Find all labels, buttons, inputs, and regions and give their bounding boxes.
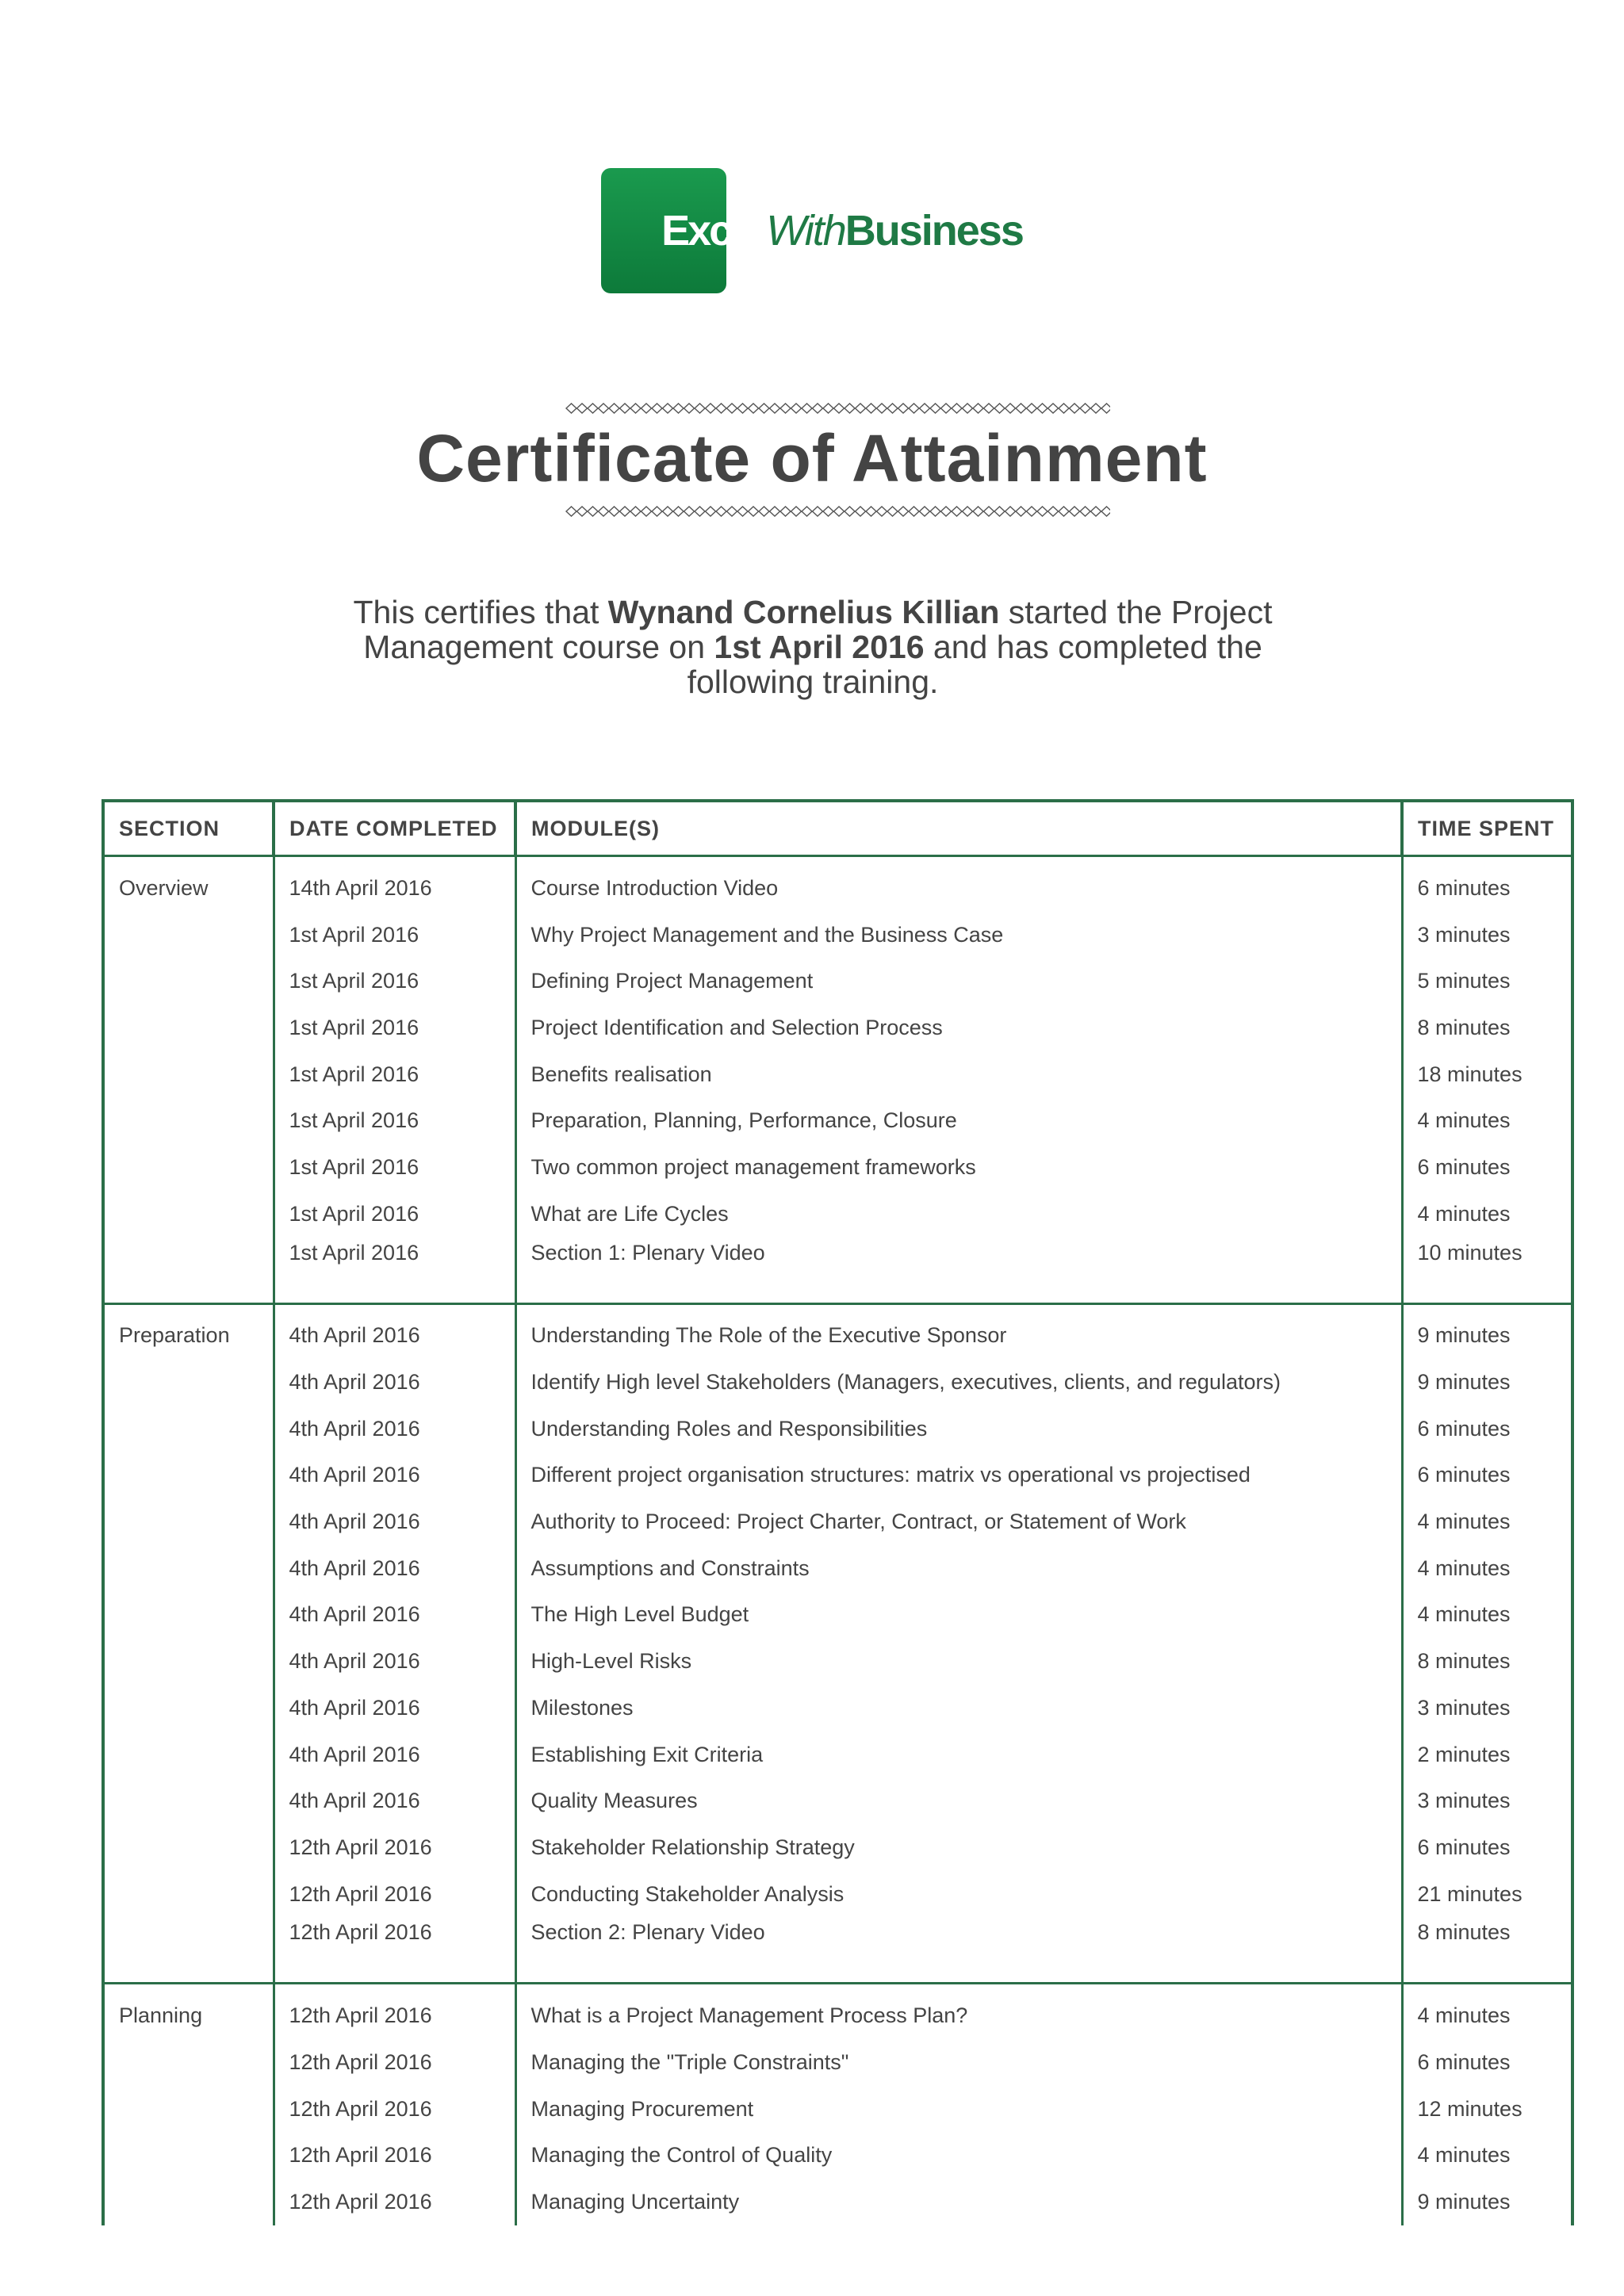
table-row xyxy=(103,1917,1572,1984)
section-cell xyxy=(103,1777,274,1824)
section-cell: Overview xyxy=(103,856,274,912)
logo-word-with: With xyxy=(766,207,845,254)
section-cell xyxy=(103,1545,274,1592)
time-cell: 4 minutes xyxy=(1402,1498,1572,1545)
header-date-completed: DATE COMPLETED xyxy=(274,801,515,856)
date-cell: 1st April 2016 xyxy=(274,912,515,959)
date-cell: 12th April 2016 xyxy=(274,2086,515,2133)
time-cell: 4 minutes xyxy=(1402,1984,1572,2039)
time-cell: 4 minutes xyxy=(1402,1592,1572,1639)
date-cell: 1st April 2016 xyxy=(274,1238,515,1304)
date-cell: 12th April 2016 xyxy=(274,1871,515,1918)
table-row xyxy=(103,1406,1572,1452)
header-modules: MODULE(S) xyxy=(515,801,1402,856)
date-cell: 12th April 2016 xyxy=(274,2179,515,2225)
table-row xyxy=(103,1238,1572,1304)
module-cell: Managing Procurement xyxy=(515,2086,1402,2133)
date-cell: 12th April 2016 xyxy=(274,1824,515,1871)
table-row xyxy=(103,1732,1572,1778)
certificate-intro xyxy=(301,595,1324,699)
date-cell: 4th April 2016 xyxy=(274,1359,515,1406)
table-row xyxy=(103,856,1572,912)
table-row xyxy=(103,912,1572,959)
module-cell: Two common project management frameworks xyxy=(515,1144,1402,1191)
date-cell: 1st April 2016 xyxy=(274,1051,515,1098)
date-cell: 4th April 2016 xyxy=(274,1406,515,1452)
time-cell: 9 minutes xyxy=(1402,1303,1572,1359)
table-row xyxy=(103,1685,1572,1732)
section-cell xyxy=(103,1051,274,1098)
table-row xyxy=(103,2179,1572,2225)
section-cell xyxy=(103,1638,274,1685)
section-cell xyxy=(103,2133,274,2179)
intro-suffix: and has completed the following training. xyxy=(687,629,1262,700)
module-cell: Managing the Control of Quality xyxy=(515,2133,1402,2179)
time-cell: 8 minutes xyxy=(1402,1004,1572,1051)
table-row xyxy=(103,1303,1572,1359)
certificate-title: Certificate of Attainment xyxy=(416,421,1208,496)
time-cell: 9 minutes xyxy=(1402,1359,1572,1406)
date-cell: 4th April 2016 xyxy=(274,1777,515,1824)
date-cell: 4th April 2016 xyxy=(274,1452,515,1499)
module-cell: Milestones xyxy=(515,1685,1402,1732)
date-cell: 12th April 2016 xyxy=(274,1984,515,2039)
section-cell xyxy=(103,1685,274,1732)
logo-word-business: Business xyxy=(845,207,1023,254)
date-cell: 1st April 2016 xyxy=(274,1097,515,1144)
module-cell: Identify High level Stakeholders (Managers, executives, clients, and regulators) xyxy=(515,1359,1402,1406)
table-row xyxy=(103,1144,1572,1191)
section-cell xyxy=(103,2179,274,2225)
logo xyxy=(0,168,1624,293)
module-cell: Managing the "Triple Constraints" xyxy=(515,2039,1402,2086)
time-cell: 6 minutes xyxy=(1402,1144,1572,1191)
module-cell: Preparation, Planning, Performance, Closure xyxy=(515,1097,1402,1144)
date-cell: 12th April 2016 xyxy=(274,2039,515,2086)
date-cell: 4th April 2016 xyxy=(274,1545,515,1592)
module-cell: The High Level Budget xyxy=(515,1592,1402,1639)
module-cell: What are Life Cycles xyxy=(515,1191,1402,1238)
date-cell: 1st April 2016 xyxy=(274,1144,515,1191)
time-cell: 4 minutes xyxy=(1402,1097,1572,1144)
excel-with-business-logo xyxy=(601,168,1023,293)
section-cell xyxy=(103,1004,274,1051)
date-cell: 1st April 2016 xyxy=(274,958,515,1004)
module-cell: Project Identification and Selection Process xyxy=(515,1004,1402,1051)
intro-middle: started the Project Management course on xyxy=(363,594,1273,665)
date-cell: 4th April 2016 xyxy=(274,1498,515,1545)
diamond-border-top xyxy=(563,401,1110,415)
module-cell: Quality Measures xyxy=(515,1777,1402,1824)
time-cell: 10 minutes xyxy=(1402,1238,1572,1304)
table-header xyxy=(103,801,1572,856)
table-row xyxy=(103,958,1572,1004)
module-cell: Stakeholder Relationship Strategy xyxy=(515,1824,1402,1871)
module-cell: Authority to Proceed: Project Charter, Contract, or Statement of Work xyxy=(515,1498,1402,1545)
intro-prefix: This certifies that xyxy=(353,594,608,630)
header-time-spent: TIME SPENT xyxy=(1402,801,1572,856)
table-row xyxy=(103,2086,1572,2133)
module-cell: Conducting Stakeholder Analysis xyxy=(515,1871,1402,1918)
time-cell: 5 minutes xyxy=(1402,958,1572,1004)
time-cell: 4 minutes xyxy=(1402,1545,1572,1592)
section-cell xyxy=(103,1238,274,1304)
table-row xyxy=(103,1545,1572,1592)
time-cell: 3 minutes xyxy=(1402,1777,1572,1824)
section-cell xyxy=(103,1191,274,1238)
date-cell: 4th April 2016 xyxy=(274,1303,515,1359)
section-group-planning xyxy=(103,1984,1572,2225)
module-cell: Benefits realisation xyxy=(515,1051,1402,1098)
section-cell xyxy=(103,1732,274,1778)
time-cell: 6 minutes xyxy=(1402,1824,1572,1871)
table-row xyxy=(103,2133,1572,2179)
table-row xyxy=(103,1051,1572,1098)
time-cell: 12 minutes xyxy=(1402,2086,1572,2133)
section-cell xyxy=(103,1592,274,1639)
module-cell: Defining Project Management xyxy=(515,958,1402,1004)
section-cell xyxy=(103,1406,274,1452)
section-cell xyxy=(103,1359,274,1406)
time-cell: 6 minutes xyxy=(1402,1452,1572,1499)
section-cell xyxy=(103,958,274,1004)
date-cell: 14th April 2016 xyxy=(274,856,515,912)
diamond-border-bottom xyxy=(563,504,1110,519)
time-cell: 6 minutes xyxy=(1402,856,1572,912)
time-cell: 6 minutes xyxy=(1402,2039,1572,2086)
time-cell: 4 minutes xyxy=(1402,1191,1572,1238)
section-cell xyxy=(103,2039,274,2086)
time-cell: 21 minutes xyxy=(1402,1871,1572,1918)
time-cell: 9 minutes xyxy=(1402,2179,1572,2225)
time-cell: 2 minutes xyxy=(1402,1732,1572,1778)
time-cell: 4 minutes xyxy=(1402,2133,1572,2179)
recipient-name: Wynand Cornelius Killian xyxy=(607,594,1000,630)
logo-text xyxy=(661,168,1023,293)
module-cell: Managing Uncertainty xyxy=(515,2179,1402,2225)
module-cell: Assumptions and Constraints xyxy=(515,1545,1402,1592)
date-cell: 12th April 2016 xyxy=(274,1917,515,1984)
logo-word-excel: Excel xyxy=(661,207,762,254)
date-cell: 1st April 2016 xyxy=(274,1191,515,1238)
date-cell: 1st April 2016 xyxy=(274,1004,515,1051)
table-row xyxy=(103,2039,1572,2086)
module-cell: Section 2: Plenary Video xyxy=(515,1917,1402,1984)
section-cell xyxy=(103,1452,274,1499)
section-cell xyxy=(103,1917,274,1984)
date-cell: 12th April 2016 xyxy=(274,2133,515,2179)
section-cell xyxy=(103,912,274,959)
time-cell: 3 minutes xyxy=(1402,912,1572,959)
table-row xyxy=(103,1777,1572,1824)
module-cell: Different project organisation structures: matrix vs operational vs projectised xyxy=(515,1452,1402,1499)
time-cell: 8 minutes xyxy=(1402,1917,1572,1984)
table-row xyxy=(103,1984,1572,2039)
time-cell: 3 minutes xyxy=(1402,1685,1572,1732)
section-cell xyxy=(103,1498,274,1545)
table-row xyxy=(103,1004,1572,1051)
section-cell xyxy=(103,1097,274,1144)
module-cell: High-Level Risks xyxy=(515,1638,1402,1685)
header-section: SECTION xyxy=(103,801,274,856)
section-cell xyxy=(103,1871,274,1918)
table-row xyxy=(103,1452,1572,1499)
course-start-date: 1st April 2016 xyxy=(714,629,925,665)
date-cell: 4th April 2016 xyxy=(274,1592,515,1639)
section-cell: Preparation xyxy=(103,1303,274,1359)
date-cell: 4th April 2016 xyxy=(274,1638,515,1685)
section-cell: Planning xyxy=(103,1984,274,2039)
modules-table xyxy=(102,799,1574,2225)
time-cell: 6 minutes xyxy=(1402,1406,1572,1452)
module-cell: What is a Project Management Process Plan? xyxy=(515,1984,1402,2039)
module-cell: Establishing Exit Criteria xyxy=(515,1732,1402,1778)
section-cell xyxy=(103,1824,274,1871)
module-cell: Why Project Management and the Business Case xyxy=(515,912,1402,959)
table-row xyxy=(103,1871,1572,1918)
module-cell: Course Introduction Video xyxy=(515,856,1402,912)
section-cell xyxy=(103,1144,274,1191)
module-cell: Understanding The Role of the Executive Sponsor xyxy=(515,1303,1402,1359)
table-row xyxy=(103,1592,1572,1639)
table-row xyxy=(103,1824,1572,1871)
time-cell: 8 minutes xyxy=(1402,1638,1572,1685)
section-group-preparation xyxy=(103,1303,1572,1984)
table-row xyxy=(103,1638,1572,1685)
module-cell: Understanding Roles and Responsibilities xyxy=(515,1406,1402,1452)
module-cell: Section 1: Plenary Video xyxy=(515,1238,1402,1304)
table-row xyxy=(103,1359,1572,1406)
table-row xyxy=(103,1097,1572,1144)
date-cell: 4th April 2016 xyxy=(274,1732,515,1778)
section-group-overview xyxy=(103,856,1572,1304)
date-cell: 4th April 2016 xyxy=(274,1685,515,1732)
time-cell: 18 minutes xyxy=(1402,1051,1572,1098)
table-row xyxy=(103,1498,1572,1545)
table-row xyxy=(103,1191,1572,1238)
section-cell xyxy=(103,2086,274,2133)
